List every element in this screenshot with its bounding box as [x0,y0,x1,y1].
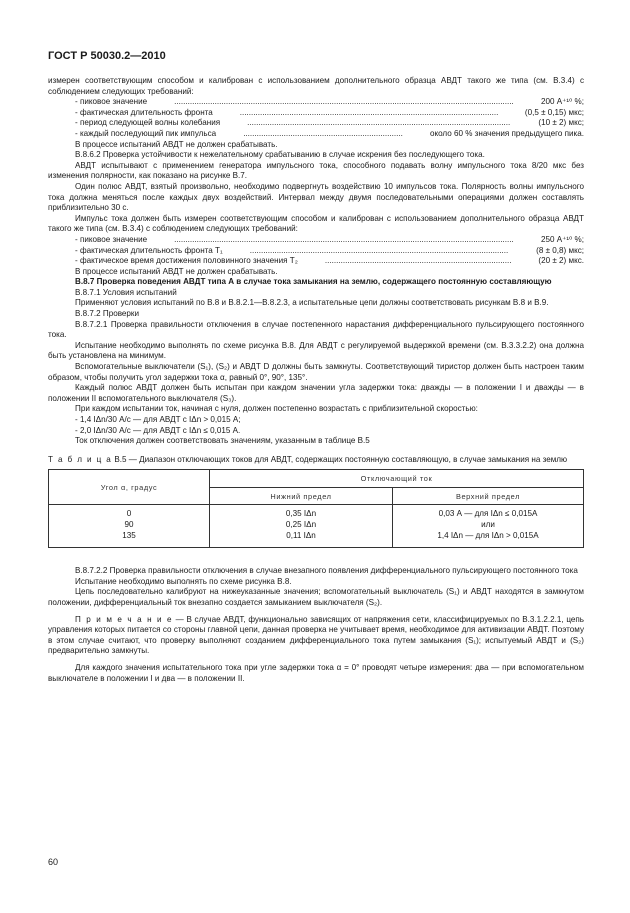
paragraph: В.8.7.2.1 Проверка правильности отключения в случае постепенного нарастания дифференциального пульсирующего постоянного тока. [48,319,584,340]
paragraph: В.8.7.2.2 Проверка правильности отключения в случае внезапного появления дифференциального пульсирующего постоянного тока [75,566,578,576]
section-heading: В.8.7 Проверка поведения АВДТ типа А в случае тока замыкания на землю, содержащего постоянную составляющую [75,277,552,287]
paragraph: Вспомогательные выключатели (S₁), (S₂) и АВДТ D должны быть замкнуты. Соответствующий тиристор должен быть настроен таким образом, чтобы получить угол задержки тока α, равный 0°, 90°, 135°. [48,362,584,382]
list-item: - 1,4 IΔn/30 А/с — для АВДТ с IΔn > 0,015 А; [75,415,241,424]
paragraph: В.8.6.2 Проверка устойчивости к нежелательному срабатыванию в случае искрения без последующего тока. [75,150,485,160]
paragraph: Один полюс АВДТ, взятый произвольно, необходимо подвергнуть воздействию 10 импульсов тока. Полярность волны импульсного тока должна меняться после каждых двух воздействий. Интервал между двумя последовательными операциями должен составлять приблизительно 30 с. [48,181,584,213]
table-row [49,505,584,548]
paragraph: измерен соответствующим способом и калиброван с использованием дополнительного образца АВДТ такого же типа (см. В.3.4) с соблюдением следующих требований: [48,76,584,96]
paragraph: Применяют условия испытаний по В.8 и В.8.2.1—В.8.2.3, а испытательные цепи должны соответствовать рисункам В.8 и В.9. [75,298,549,308]
requirement-line: - фактическая длительность фронта T₁ ..... (8 ± 0,8) мкс; [48,246,584,257]
paragraph: Каждый полюс АВДТ должен быть испытан при каждом значении угла задержки тока: дважды — в положении I и дважды — в положении II вспомогательного выключателя (S₃). [48,383,584,403]
paragraph: В.8.7.1 Условия испытаний [75,287,177,297]
paragraph: Импульс тока должен быть измерен соответствующим способом и калиброван с использованием дополнительного образца АВДТ такого же типа (см. В.3.4) с соблюдением следующих требований: [48,213,584,234]
cell-upper: 0,03 А — для IΔn ≤ 0,015А или 1,4 IΔn — для IΔn > 0,015А [393,505,584,548]
requirement-line: - фактическое время достижения половинного значения T₂ ..... (20 ± 2) мкс. [48,256,584,267]
paragraph: АВДТ испытывают с применением генератора импульсного тока, способного подавать волну импульсного тока 8/20 мкс без изменения полярности, как показано на рисунке В.7. [48,160,584,181]
cell-angles: 0 90 135 [49,505,210,548]
paragraph: В процессе испытаний АВДТ не должен срабатывать. [75,266,278,276]
note: П р и м е ч а н и е — В случае АВДТ, функционально зависящих от напряжения сети, классифицируемых по В.3.1.2.2.1, цепь управления которых питается со стороны главной цепи, данная проверка не учитывает время, необходимое для активизации АВДТ. Поэтому в этом случае считают, что проверку выполняют созданием дифференциального тока путем замыкания (S₁); испытуемый АВДТ и (S₂) предварительно замкнуты. [48,614,584,656]
column-header-lower: Нижний предел [210,487,393,505]
table-caption: Т а б л и ц а В.5 — Диапазон отключающих токов для АВДТ, содержащих постоянную составляющую, в случае замыкания на землю [48,454,568,464]
cell-lower: 0,35 IΔn 0,25 IΔn 0,11 IΔn [210,505,393,548]
requirement-line: - фактическая длительность фронта ..... (0,5 ± 0,15) мкс; [48,108,584,119]
list-item: - 2,0 IΔn/30 А/с — для АВДТ с IΔn ≤ 0,015 А. [75,425,241,435]
paragraph: Ток отключения должен соответствовать значениям, указанным в таблице В.5 [75,436,370,446]
document-page [48,50,584,684]
requirement-line: - период следующей волны колебания ..... (10 ± 2) мкс; [48,118,584,129]
requirement-line: - пиковое значение ..... 250 А⁺¹⁰ %; [48,235,584,246]
column-header-angle: Угол α, градус [49,470,210,505]
paragraph: Испытание необходимо выполнять по схеме рисунка В.8. [75,576,292,586]
paragraph: В.8.7.2 Проверки [75,309,139,319]
page-number: 60 [48,857,59,867]
requirement-line: - пиковое значение ..... 200 А⁺¹⁰ %; [48,97,584,108]
paragraph: Для каждого значения испытательного тока при угле задержки тока α = 0° проводят четыре измерения: два — при вспомогательном выключателе в положении I и два — в положении II. [48,662,584,683]
paragraph: Испытание необходимо выполнять по схеме рисунка В.8. Для АВДТ с регулируемой выдержкой времени (см. В.3.3.2.2) она должна быть установлена на минимум. [48,340,584,361]
column-header-upper: Верхний предел [393,487,584,505]
document-header: ГОСТ Р 50030.2—2010 [48,50,166,62]
requirement-line: - каждый последующий пик импульса ..... около 60 % значения предыдущего пика. [48,129,584,140]
paragraph: Цепь последовательно калибруют на нижеуказанные значения; вспомогательный выключатель (S₁) и АВДТ находятся в замкнутом положении, дифференциальный ток внезапно создается замыканием выключателя (S₂). [48,587,584,607]
paragraph: При каждом испытании ток, начиная с нуля, должен постепенно возрастать с приблизительной скоростью: [75,404,478,414]
column-header-group: Отключающий ток [210,470,584,488]
table-b5 [48,469,584,548]
paragraph: В процессе испытаний АВДТ не должен срабатывать. [75,139,278,149]
